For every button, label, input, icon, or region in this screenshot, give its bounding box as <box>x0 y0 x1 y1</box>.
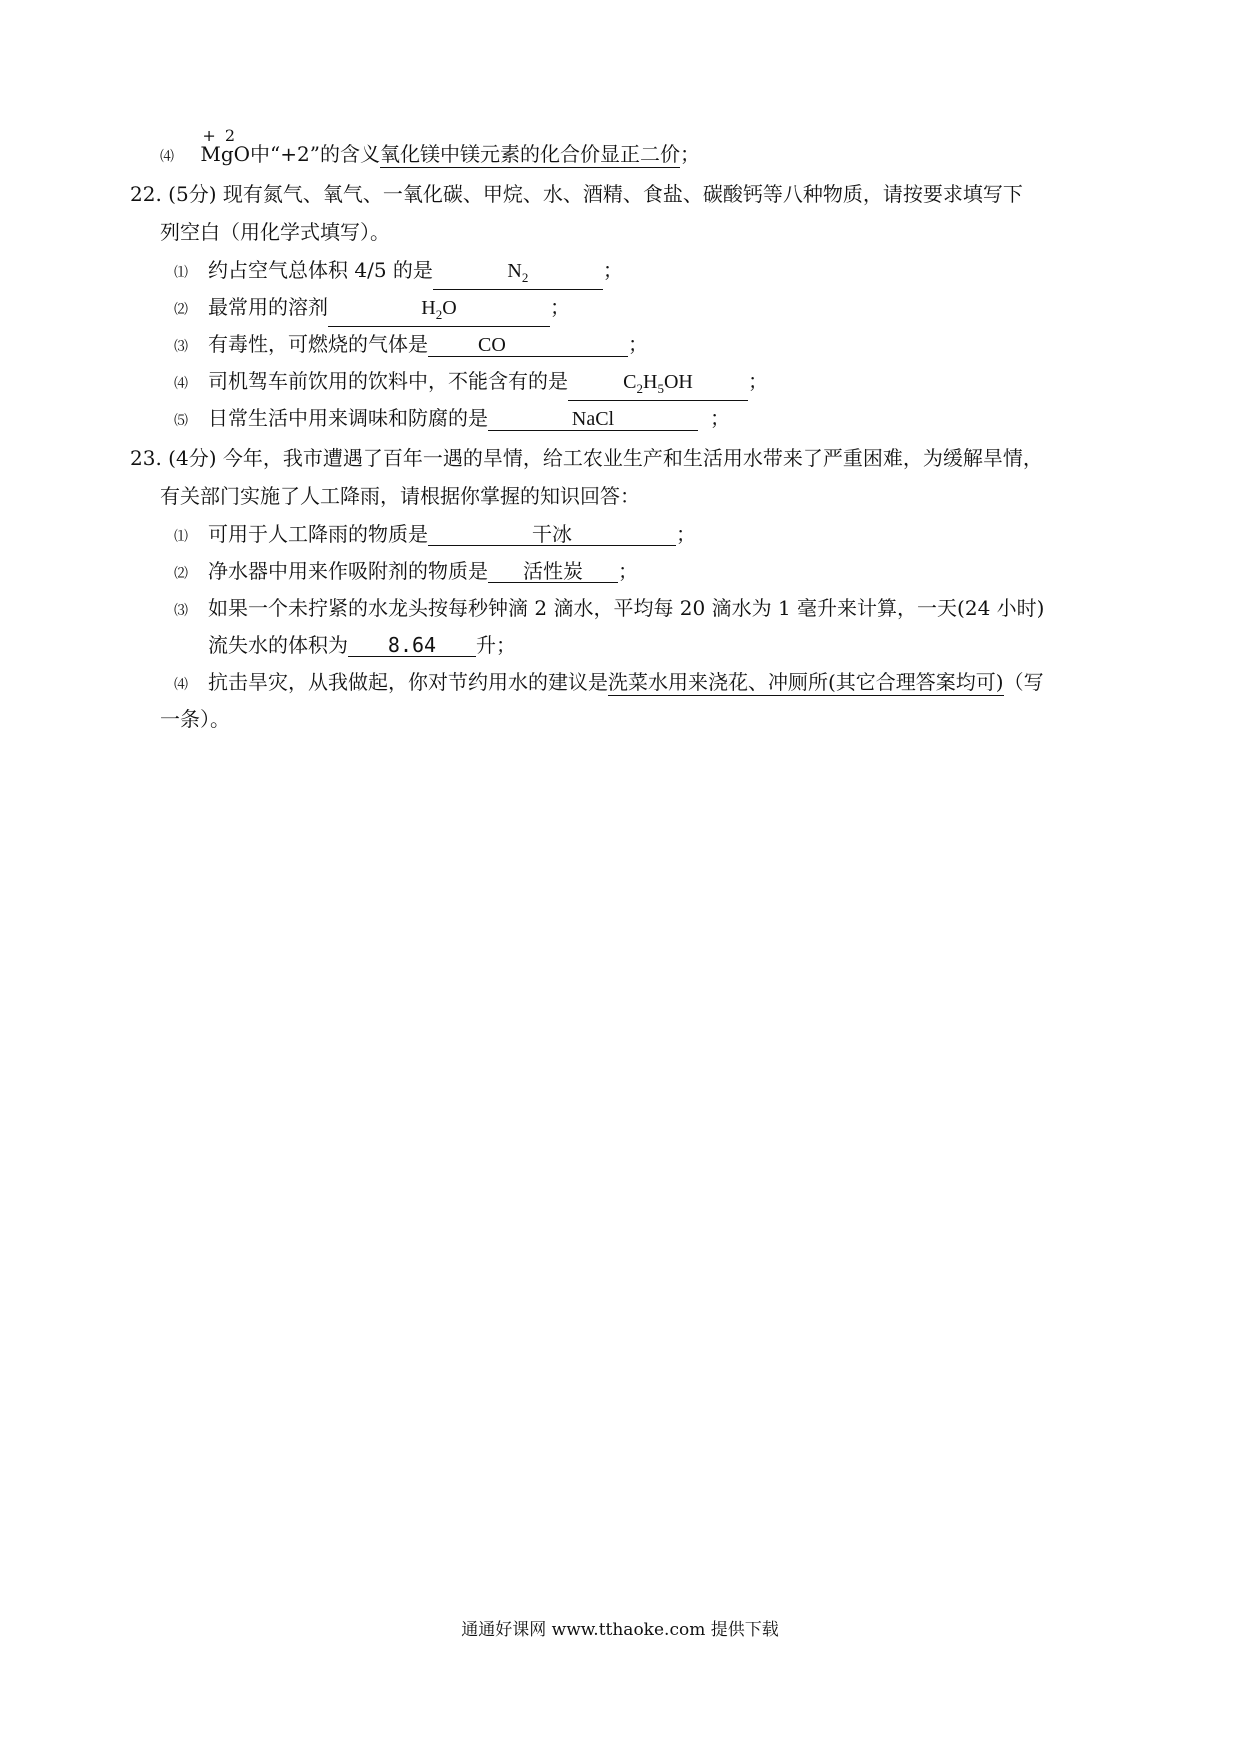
answer-subscript: 2 <box>435 307 443 322</box>
answer-blank: 8.64 <box>348 634 476 657</box>
question-text: 约占空气总体积 4/5 的是 <box>208 258 433 282</box>
q23-item-3-line2 <box>208 633 516 657</box>
punctuation: ； <box>602 258 623 282</box>
answer-subscript: 2 <box>636 381 643 396</box>
question-text: 日常生活中用来调味和防腐的是 <box>208 406 488 430</box>
formula-text: MgO <box>200 142 251 166</box>
answer-blank: 活性炭 <box>488 560 618 583</box>
item-number: ⑴ <box>174 529 188 545</box>
item-number: ⑷ <box>160 149 174 165</box>
q23-item-1 <box>174 522 696 549</box>
item-number: ⑵ <box>174 302 188 318</box>
q22-head: 22. (5分) 现有氮气、氧气、一氧化碳、甲烷、水、酒精、食盐、碳酸钙等八种物质，请按要求填写下 <box>130 182 1023 206</box>
answer-part: C <box>623 371 637 393</box>
question-text: 有毒性，可燃烧的气体是 <box>208 332 428 356</box>
answer-text: 洗菜水用来浇花、冲厕所(其它合理答案均可) <box>608 670 1004 694</box>
q23-head-line2: 有关部门实施了人工降雨，请根据你掌握的知识回答： <box>160 484 640 508</box>
item-number: ⑷ <box>174 677 188 693</box>
q21-item-4 <box>160 126 700 169</box>
punctuation: ； <box>618 559 638 583</box>
q22-item-1 <box>174 258 623 290</box>
answer-blank: 干冰 <box>428 523 676 546</box>
punctuation: ； <box>550 295 570 319</box>
answer-subscript: 5 <box>657 381 664 396</box>
q22-head-line2: 列空白（用化学式填写）。 <box>160 220 390 244</box>
q22-item-4 <box>174 369 768 401</box>
answer-part: H <box>643 371 658 393</box>
question-text: 司机驾车前饮用的饮料中，不能含有的是 <box>208 369 568 393</box>
answer-text: 氧化镁中镁元素的化合价显正二价 <box>379 142 680 166</box>
punctuation: ； <box>679 142 700 166</box>
punctuation: ； <box>628 332 648 356</box>
answer-blank <box>568 371 748 401</box>
answer-blank: NaCl <box>488 408 698 431</box>
question-text: 流失水的体积为 <box>208 633 348 657</box>
question-text: 净水器中用来作吸附剂的物质是 <box>208 559 488 583</box>
q23-item-2 <box>174 559 638 586</box>
question-text: 最常用的溶剂 <box>208 295 328 319</box>
item-number: ⑵ <box>174 566 188 582</box>
answer-part: O <box>442 297 457 319</box>
q23-item-3 <box>174 596 1044 623</box>
page-footer: 通通好课网 www.tthaoke.com 提供下载 <box>461 1620 779 1640</box>
valence-charge: + 2 <box>202 126 238 145</box>
answer-part: H <box>421 297 436 319</box>
answer-blank: CO <box>428 334 628 357</box>
mgo-formula <box>200 126 251 166</box>
item-number: ⑸ <box>174 413 188 429</box>
q22-item-3 <box>174 332 648 359</box>
punctuation: （写 <box>1003 670 1044 694</box>
item-number: ⑴ <box>174 265 188 281</box>
punctuation: ； <box>748 369 768 393</box>
question-text: 中“+2”的含义 <box>250 142 380 166</box>
item-number: ⑶ <box>174 339 188 355</box>
item-number: ⑷ <box>174 376 188 392</box>
answer-blank <box>433 260 603 290</box>
question-text: 如果一个未拧紧的水龙头按每秒钟滴 2 滴水，平均每 20 滴水为 1 毫升来计算，一天(24 小时) <box>208 596 1045 620</box>
q23-item-4 <box>174 670 1044 697</box>
question-text: 抗击旱灾，从我做起，你对节约用水的建议是 <box>208 670 608 694</box>
punctuation: ； <box>710 406 730 430</box>
question-text: 可用于人工降雨的物质是 <box>208 522 428 546</box>
q22-item-5 <box>174 406 730 433</box>
answer-part: OH <box>663 371 693 393</box>
q22-item-2 <box>174 295 570 327</box>
answer-blank <box>328 297 550 327</box>
q23-head: 23. (4分) 今年，我市遭遇了百年一遇的旱情，给工农业生产和生活用水带来了严重困难，为缓解旱情， <box>130 446 1043 470</box>
answer-part: N <box>507 260 522 282</box>
item-number: ⑶ <box>174 603 188 619</box>
punctuation: ； <box>676 522 696 546</box>
unit-text: 升； <box>476 633 516 657</box>
answer-subscript: 2 <box>521 270 529 285</box>
q23-item-4-line2: 一条）。 <box>160 707 230 731</box>
